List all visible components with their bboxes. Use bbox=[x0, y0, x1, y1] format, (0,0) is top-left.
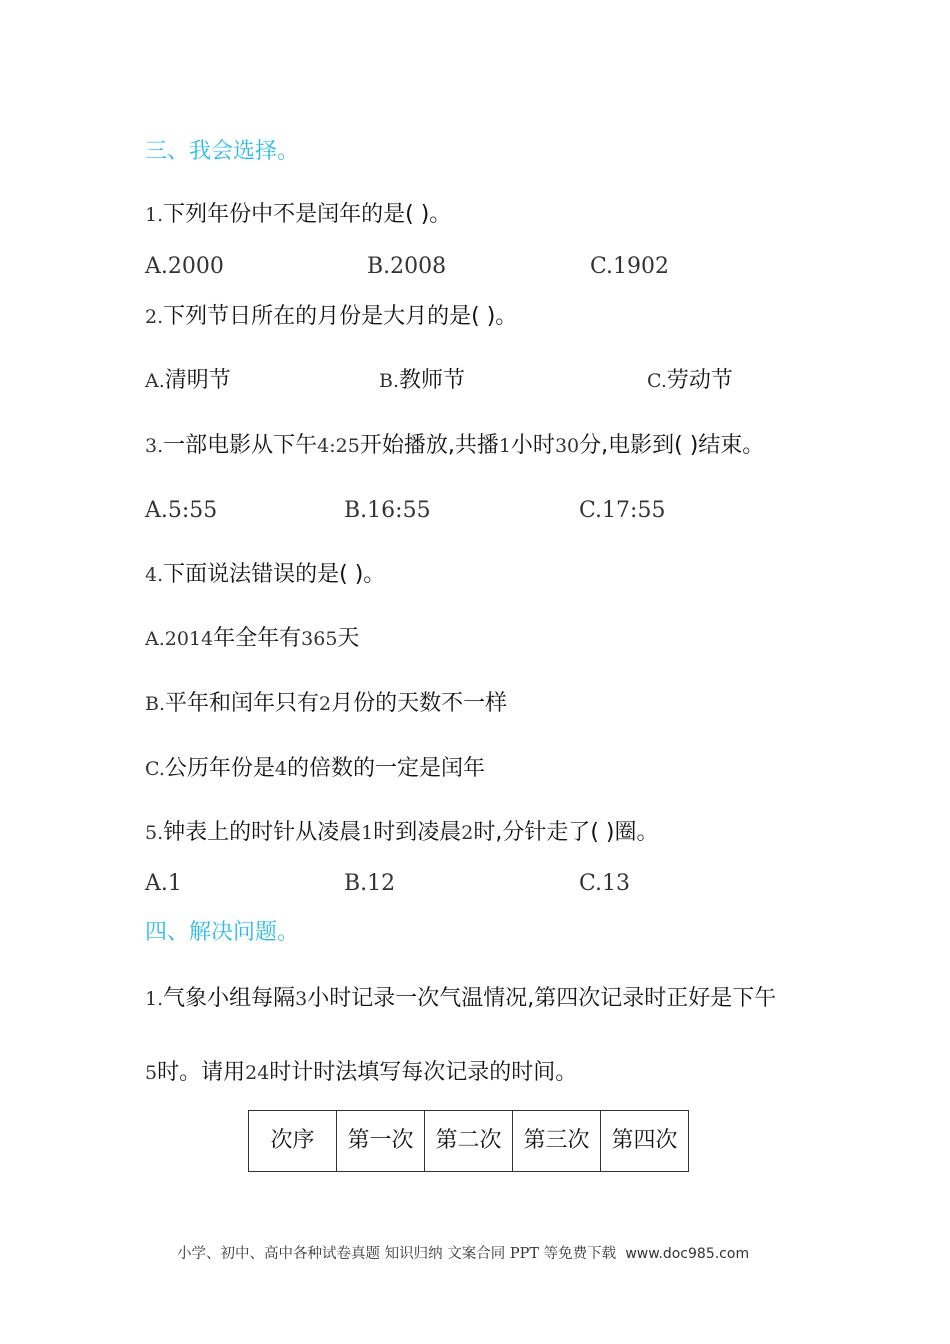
option-text: 教师节 bbox=[399, 368, 466, 393]
question-value: 2 bbox=[461, 822, 474, 844]
question-text: 时,分针走了( )圈。 bbox=[473, 820, 659, 845]
question-value: 24 bbox=[245, 1062, 270, 1084]
option-text: 平年和闰年只有 bbox=[165, 691, 320, 716]
question-number: 2. bbox=[145, 306, 164, 328]
option-c bbox=[647, 366, 733, 396]
table-header-cell: 次序 bbox=[249, 1111, 337, 1172]
option-text: 公历年份是 bbox=[164, 756, 275, 781]
option-letter: A. bbox=[145, 628, 165, 650]
question-text: 气象小组每隔 bbox=[163, 986, 296, 1011]
option-value: 4 bbox=[274, 758, 288, 780]
record-time-table bbox=[248, 1110, 689, 1172]
question-text: 分,电影到( )结束。 bbox=[579, 433, 765, 458]
option-value: 2 bbox=[319, 693, 332, 715]
question-number: 5. bbox=[145, 822, 164, 844]
option-a bbox=[145, 366, 231, 396]
question-number: 1. bbox=[145, 204, 164, 226]
option-a: A.2000 bbox=[145, 254, 224, 279]
question-text: 时计时法填写每次记录的时间。 bbox=[269, 1060, 578, 1085]
option-letter: C. bbox=[647, 370, 667, 392]
question-5 bbox=[145, 818, 659, 848]
option-b: B.12 bbox=[344, 871, 396, 896]
question-2 bbox=[145, 302, 517, 332]
question-value: 3 bbox=[295, 988, 308, 1010]
option-text: 月份的天数不一样 bbox=[331, 691, 508, 716]
option-text: 的倍数的一定是闰年 bbox=[287, 756, 486, 781]
option-b bbox=[145, 689, 507, 719]
question-text: 下面说法错误的是( )。 bbox=[163, 562, 386, 587]
question-text: 下列年份中不是闰年的是( )。 bbox=[163, 202, 452, 227]
footer-text: 小学、初中、高中各种试卷真题 知识归纳 文案合同 PPT 等免费下载 bbox=[177, 1246, 617, 1262]
question-value: 1 bbox=[498, 435, 511, 457]
option-text: 清明节 bbox=[164, 368, 231, 393]
option-text: 年全年有 bbox=[213, 626, 302, 651]
table-header-cell: 第一次 bbox=[337, 1111, 425, 1172]
option-text: 天 bbox=[337, 626, 360, 651]
question-1 bbox=[145, 200, 451, 230]
option-b bbox=[379, 366, 465, 396]
table-header-cell: 第四次 bbox=[601, 1111, 689, 1172]
table-header-cell: 第三次 bbox=[513, 1111, 601, 1172]
option-c: C.13 bbox=[579, 871, 631, 896]
table-header-cell: 第二次 bbox=[425, 1111, 513, 1172]
question-3 bbox=[145, 431, 764, 461]
question-text: 小时 bbox=[510, 433, 555, 458]
question-text: 时到凌晨 bbox=[373, 820, 462, 845]
question-text: 小时记录一次气温情况,第四次记录时正好是下午 bbox=[307, 986, 777, 1011]
question-4 bbox=[145, 560, 385, 590]
option-c bbox=[145, 754, 485, 784]
question-text: 钟表上的时针从凌晨 bbox=[163, 820, 362, 845]
table-row bbox=[249, 1111, 689, 1172]
question-text: 下列节日所在的月份是大月的是( )。 bbox=[163, 304, 518, 329]
option-a: A.1 bbox=[145, 871, 182, 896]
problem-1-line-1 bbox=[145, 984, 776, 1014]
option-letter: C. bbox=[145, 758, 165, 780]
question-value: 5 bbox=[145, 1062, 158, 1084]
question-number: 4. bbox=[145, 564, 164, 586]
option-letter: B. bbox=[145, 693, 166, 715]
option-b: B.16:55 bbox=[344, 498, 431, 523]
option-value: 365 bbox=[301, 628, 338, 650]
question-value: 1 bbox=[361, 822, 374, 844]
question-number: 1. bbox=[145, 988, 164, 1010]
option-text: 劳动节 bbox=[666, 368, 733, 393]
option-letter: A. bbox=[145, 370, 165, 392]
option-letter: B. bbox=[379, 370, 400, 392]
footer-url[interactable]: www.doc985.com bbox=[625, 1246, 750, 1262]
question-text: 时。请用 bbox=[157, 1060, 246, 1085]
option-a: A.5:55 bbox=[145, 498, 218, 523]
footer bbox=[177, 1242, 749, 1263]
option-c: C.1902 bbox=[590, 254, 670, 279]
question-value: 4:25 bbox=[317, 435, 360, 457]
option-c: C.17:55 bbox=[579, 498, 666, 523]
section-3-heading: 三、我会选择。 bbox=[145, 139, 300, 164]
question-value: 30 bbox=[554, 435, 580, 457]
option-b: B.2008 bbox=[367, 254, 447, 279]
option-value: 2014 bbox=[164, 628, 214, 650]
section-4-heading: 四、解决问题。 bbox=[145, 920, 300, 945]
question-text: 一部电影从下午 bbox=[163, 433, 318, 458]
question-text: 开始播放,共播 bbox=[359, 433, 499, 458]
question-number: 3. bbox=[145, 435, 164, 457]
problem-1-line-2 bbox=[145, 1058, 577, 1088]
option-a bbox=[145, 624, 359, 654]
